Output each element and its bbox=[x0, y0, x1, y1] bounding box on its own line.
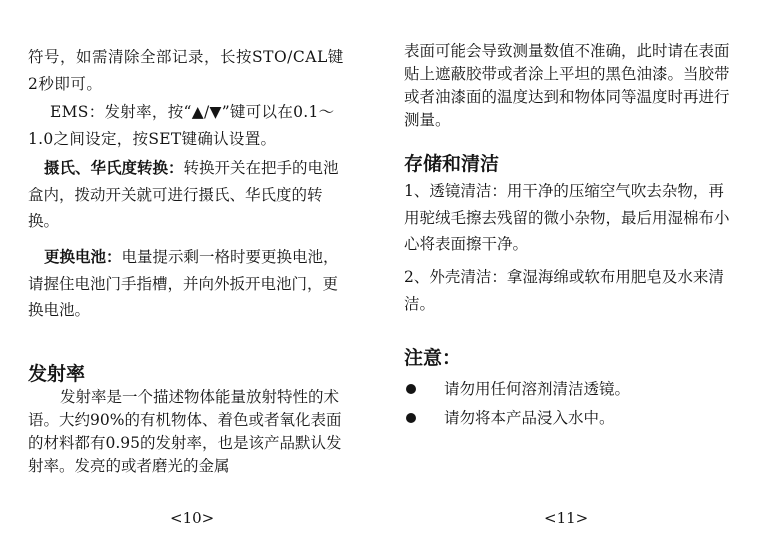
ems-paragraph: EMS：发射率，按“▲/▼”键可以在0.1～1.0之间设定，按SET键确认设置。 bbox=[28, 103, 335, 148]
battery-label: 更换电池： bbox=[44, 247, 122, 266]
emissivity-heading: 发射率 bbox=[28, 363, 86, 385]
page-number-right: <11> bbox=[544, 509, 589, 527]
housing-cleaning-paragraph: 2、外壳清洁：拿湿海绵或软布用肥皂及水来清洁。 bbox=[404, 268, 724, 313]
left-page bbox=[28, 0, 346, 551]
storage-cleaning-heading: 存储和清洁 bbox=[404, 153, 500, 175]
notice-item-text: 请勿将本产品浸入水中。 bbox=[444, 409, 615, 427]
surface-paragraph: 表面可能会导致测量数值不准确，此时请在表面贴上遮蔽胶带或者涂上平坦的黑色油漆。当胶带或者油漆面的温度达到和物体同等温度时再进行测量。 bbox=[404, 42, 730, 129]
unit-switch-label: 摄氏、华氏度转换： bbox=[44, 158, 184, 177]
store-clear-paragraph: 符号，如需清除全部记录，长按STO/CAL键2秒即可。 bbox=[28, 48, 344, 93]
bullet-icon bbox=[406, 413, 416, 423]
lens-cleaning-paragraph: 1、透镜清洁：用干净的压缩空气吹去杂物，再用驼绒毛擦去残留的微小杂物，最后用湿棉布小心将表面擦干净。 bbox=[404, 182, 730, 253]
notice-item-text: 请勿用任何溶剂清洁透镜。 bbox=[444, 380, 631, 398]
battery-paragraph bbox=[28, 244, 346, 324]
unit-switch-text: 转换开关在把手的电池盒内，拨动开关就可进行摄氏、华氏度的转换。 bbox=[28, 159, 339, 230]
unit-switch-paragraph bbox=[28, 155, 346, 235]
emissivity-paragraph: 发射率是一个描述物体能量放射特性的术语。大约90%的有机物体、着色或者氧化表面的材料都有0.95的发射率，也是该产品默认发射率。发亮的或者磨光的金属 bbox=[28, 388, 342, 475]
right-page bbox=[404, 0, 734, 551]
page-number-left: <10> bbox=[170, 509, 215, 527]
battery-text: 电量提示剩一格时要更换电池，请握住电池门手指槽，并向外扳开电池门，更换电池。 bbox=[28, 248, 339, 319]
bullet-icon bbox=[406, 384, 416, 394]
notice-heading: 注意： bbox=[404, 347, 462, 369]
